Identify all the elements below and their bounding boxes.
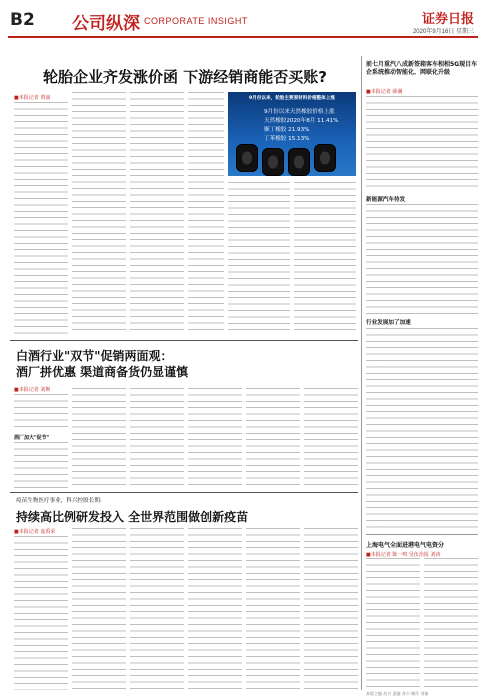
tire-image [314, 144, 336, 172]
right-headline-2: 上海电气全面进港电气电资分 [366, 542, 445, 549]
article3-text-2 [72, 528, 126, 690]
article2-headline [16, 348, 356, 380]
article3-byline: ■本报记者 庞禹荣 [14, 529, 56, 535]
photo-line-3: 顺丁橡胶 21.93% [264, 127, 310, 133]
section-rule [10, 340, 358, 341]
article2-text-6 [304, 388, 358, 488]
article2-text-3 [130, 388, 184, 488]
article3-text-5 [246, 528, 300, 690]
page-number: B2 [10, 10, 35, 30]
right-text-2 [366, 204, 478, 316]
right-byline: ■本报记者 薛澜 [366, 89, 403, 95]
right-text-1 [366, 96, 478, 192]
lead-byline: ■本报记者 贾丽 [14, 95, 51, 101]
right-subhead-1: 新能源汽车待发 [366, 197, 406, 203]
lead-text-col-2 [72, 92, 126, 334]
article3-text-1 [14, 536, 68, 690]
lead-text-col-4 [188, 92, 224, 334]
article2-text-4 [188, 388, 242, 488]
right-text-3 [366, 328, 478, 528]
page-header [8, 4, 478, 38]
lead-text-col-5 [228, 182, 290, 334]
article3-text-6 [304, 528, 358, 690]
right-subhead-2: 行业发展加了加速 [366, 320, 411, 326]
article3-headline: 持续高比例研发投入 全世界范围做创新疫苗 [16, 510, 249, 524]
lead-text-col-3 [130, 92, 184, 334]
tire-image [262, 148, 284, 176]
lead-headline: 轮胎企业齐发涨价函 下游经销商能否买账? [43, 68, 327, 86]
article2-text-5 [246, 388, 300, 488]
article3-kicker: 疫苗生物医疗事业，科兴控股长期: [16, 498, 102, 504]
right-headline: 前七月重汽八成新签箱客车相相5G现目车企系统推动智能化、网联化升级 [366, 61, 478, 76]
article2-text-1a [14, 394, 68, 430]
lead-photo [228, 92, 356, 176]
column-divider [361, 56, 362, 690]
photo-line-1: 9月份以来天然橡胶价格上涨 [264, 109, 335, 115]
article2-subhead: 酒厂加大"促节" [14, 435, 50, 441]
article2-text-2 [72, 388, 126, 488]
article2-byline: ■本报记者 刘斯 [14, 387, 51, 393]
tire-image [236, 144, 258, 172]
article2-text-1b [14, 442, 68, 488]
issue-date: 2020年9月16日 星期三 [412, 29, 474, 35]
newspaper-brand: 证券日报 [421, 12, 474, 27]
right-byline-2: ■本报记者 陈一鸣 吴伍治报 刘涛 [366, 552, 441, 558]
right-divider [366, 534, 478, 535]
right-text-4 [366, 558, 420, 688]
lead-text-col-1 [14, 102, 68, 334]
lead-text-col-6 [294, 182, 356, 334]
section-title-en: CORPORATE INSIGHT [144, 16, 248, 26]
right-text-5 [424, 558, 478, 688]
tire-image [288, 148, 310, 176]
article3-text-3 [130, 528, 184, 690]
article3-text-4 [188, 528, 242, 690]
photo-line-2: 天然橡胶2020年8月 11.41% [264, 118, 339, 124]
photo-line-4: 丁苯橡胶 15.13% [264, 136, 310, 142]
page-footer: 本版主编 苏兴 责编 苏兴 制作 刘雄 [366, 691, 429, 696]
article2-title: 白酒行业"双节"促销两面观： 酒厂拼优惠 渠道商备货仍显谨慎 [16, 349, 189, 379]
section-rule [10, 492, 358, 493]
photo-title: 9月份以来，轮胎主要原材料价格整体上涨 [249, 96, 335, 101]
section-title: 公司纵深 [72, 14, 140, 34]
